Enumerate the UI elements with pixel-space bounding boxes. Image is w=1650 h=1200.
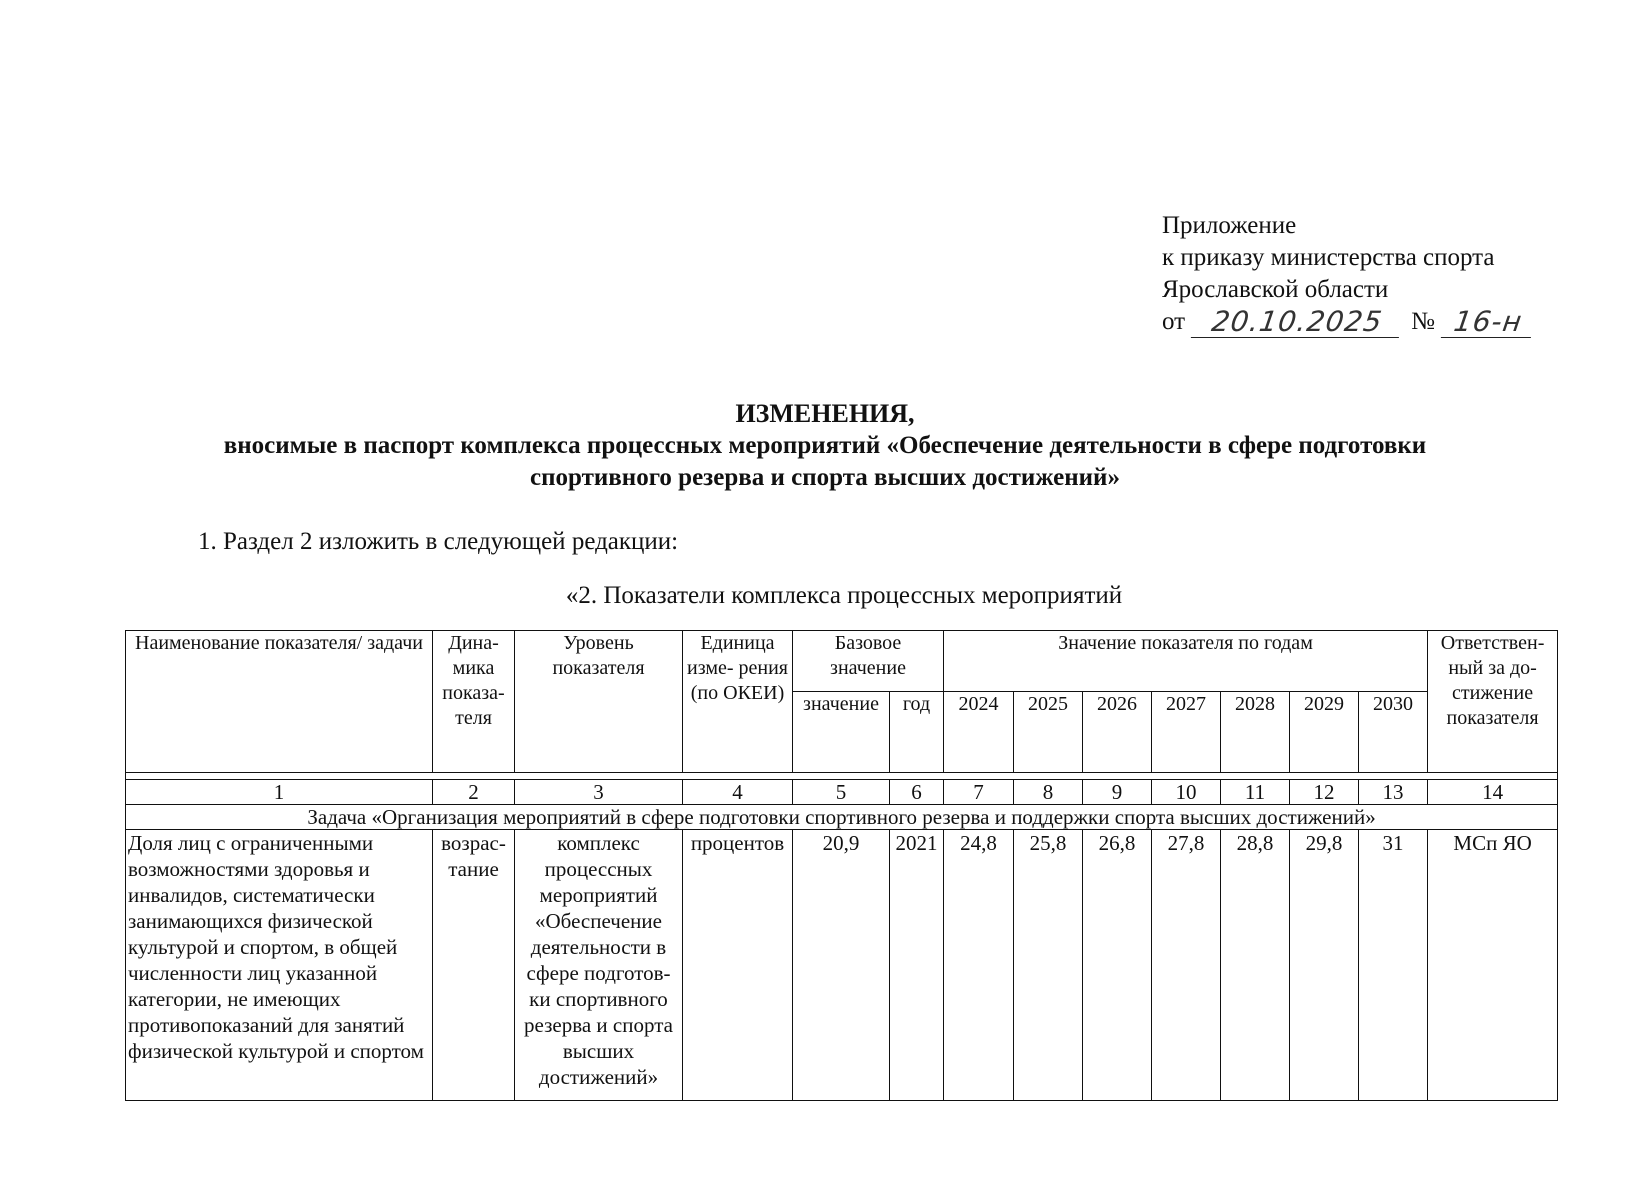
indicator-value-2024: 24,8: [944, 830, 1014, 1101]
indicator-value-2028: 28,8: [1221, 830, 1290, 1101]
from-label: от: [1162, 308, 1186, 335]
column-number: 5: [793, 780, 890, 805]
header-year: 2029: [1290, 692, 1359, 773]
header-row-1: [126, 631, 1558, 692]
header-responsible: Ответствен- ный за до- стижение показателя: [1428, 631, 1558, 773]
header-dynamics: Дина- мика показа- теля: [433, 631, 515, 773]
column-number: 10: [1152, 780, 1221, 805]
column-number: 11: [1221, 780, 1290, 805]
appendix-region: Ярославской области: [1162, 276, 1389, 303]
column-number: 1: [126, 780, 433, 805]
header-unit: Единица изме- рения (по ОКЕИ): [683, 631, 793, 773]
header-year: 2028: [1221, 692, 1290, 773]
handwritten-date: 20.10.2025: [1191, 307, 1403, 338]
indicator-unit: процентов: [683, 830, 793, 1101]
header-year: 2026: [1083, 692, 1152, 773]
header-year: 2027: [1152, 692, 1221, 773]
indicator-base-year: 2021: [890, 830, 944, 1101]
title-main: ИЗМЕНЕНИЯ,: [735, 399, 915, 428]
indicator-value-2025: 25,8: [1014, 830, 1083, 1101]
header-base-value: значение: [793, 692, 890, 773]
task-title: Задача «Организация мероприятий в сфере подготовки спортивного резерва и поддержки спорта высших достижений»: [126, 805, 1558, 830]
table-row: [126, 830, 1558, 1101]
header-year: 2030: [1359, 692, 1428, 773]
document-title: [0, 398, 1650, 494]
column-number: 4: [683, 780, 793, 805]
header-base-year: год: [890, 692, 944, 773]
header-spacer-row: [126, 773, 1558, 780]
indicator-value-2029: 29,8: [1290, 830, 1359, 1101]
header-level: Уровень показателя: [515, 631, 683, 773]
column-number: 7: [944, 780, 1014, 805]
column-number: 6: [890, 780, 944, 805]
indicator-name: Доля лиц с ограниченными возможностями здоровья и инвалидов, систематически занимающихся физической культурой и спортом, в общей численности лиц указанной категории, не имеющих противопоказаний для занятий физической культурой и спортом: [126, 830, 433, 1101]
indicator-responsible: МСп ЯО: [1428, 830, 1558, 1101]
column-number: 9: [1083, 780, 1152, 805]
column-number: 14: [1428, 780, 1558, 805]
indicator-value-2027: 27,8: [1152, 830, 1221, 1101]
appendix-date-number-row: [1162, 306, 1533, 338]
indicators-table: [125, 630, 1558, 1101]
header-base: Базовое значение: [793, 631, 944, 692]
item-1-text: 1. Раздел 2 изложить в следующей редакции:: [198, 528, 679, 555]
header-by-years: Значение показателя по годам: [944, 631, 1428, 692]
task-row: [126, 805, 1558, 830]
column-number: 2: [433, 780, 515, 805]
column-number: 12: [1290, 780, 1359, 805]
appendix-order-ref: к приказу министерства спорта: [1162, 244, 1495, 271]
appendix-title: Приложение: [1162, 212, 1297, 239]
column-number: 13: [1359, 780, 1428, 805]
indicator-value-2026: 26,8: [1083, 830, 1152, 1101]
number-label: №: [1411, 308, 1435, 335]
indicator-value-2030: 31: [1359, 830, 1428, 1101]
title-line-3: спортивного резерва и спорта высших достижений»: [530, 464, 1120, 491]
indicator-base-value: 20,9: [793, 830, 890, 1101]
spacer-cell: [126, 773, 1558, 780]
section-title: «2. Показатели комплекса процессных мероприятий: [565, 582, 1123, 609]
handwritten-order-number: 16-н: [1441, 307, 1535, 338]
column-number: 3: [515, 780, 683, 805]
header-name: Наименование показателя/ задачи: [126, 631, 433, 773]
column-number: 8: [1014, 780, 1083, 805]
appendix-block: [1162, 210, 1533, 338]
title-line-2: вносимые в паспорт комплекса процессных мероприятий «Обеспечение деятельности в сфере подготовки: [223, 432, 1427, 459]
indicator-dynamics: возрас- тание: [433, 830, 515, 1101]
header-year: 2024: [944, 692, 1014, 773]
header-year: 2025: [1014, 692, 1083, 773]
column-numbers-row: [126, 780, 1558, 805]
indicator-level: комплекс процессных мероприятий «Обеспечение деятельности в сфере подготов- ки спортивного резерва и спорта высших достижений»: [515, 830, 683, 1101]
